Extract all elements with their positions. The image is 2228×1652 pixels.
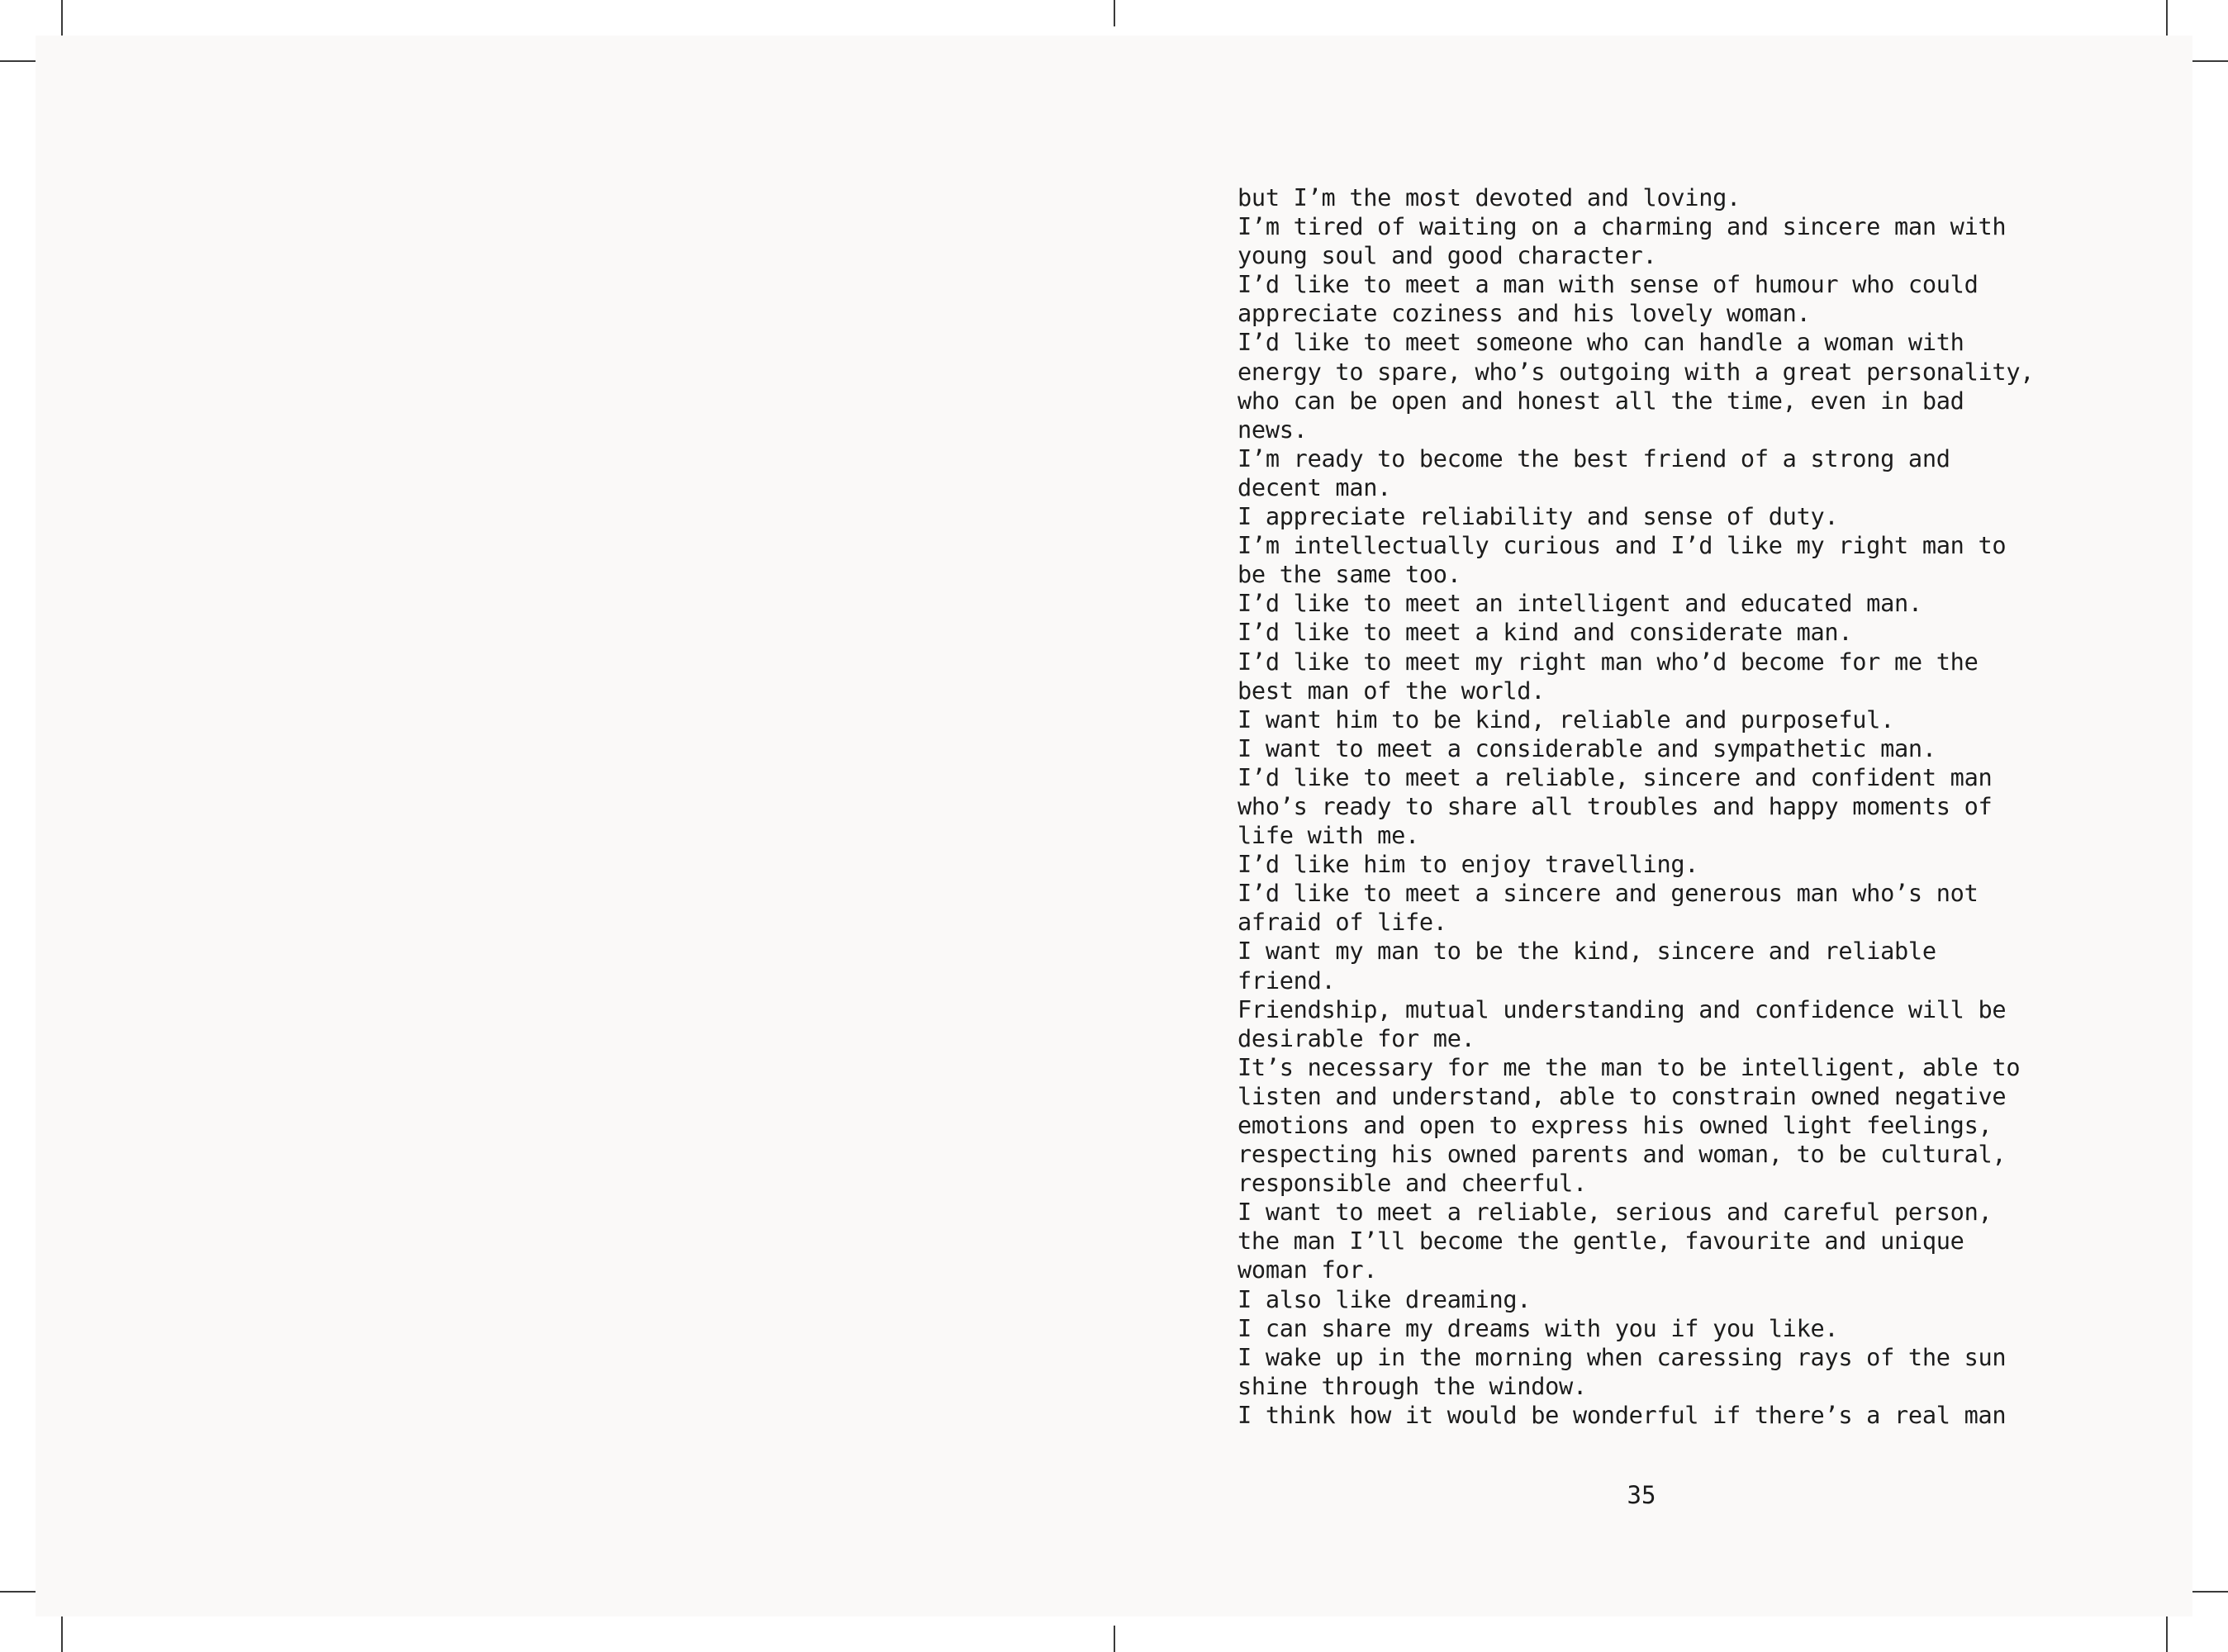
text-line: I’m ready to become the best friend of a strong and (1238, 444, 1950, 472)
text-line: Friendship, mutual understanding and confidence will be (1238, 995, 2007, 1023)
text-line: life with me. (1238, 821, 1419, 850)
text-line: emotions and open to express his owned light feelings, (1238, 1111, 1993, 1139)
text-line: I’d like to meet a reliable, sincere and confident man (1238, 762, 1993, 791)
text-line: I appreciate reliability and sense of duty. (1238, 502, 1839, 531)
text-line: the man I’ll become the gentle, favourite and unique (1238, 1227, 1964, 1256)
text-line: afraid of life. (1238, 908, 1447, 937)
text-line: woman for. (1238, 1256, 1378, 1284)
text-line: energy to spare, who’s outgoing with a great personality, (1238, 357, 2035, 386)
text-line: decent man. (1238, 472, 1392, 501)
text-line: shine through the window. (1238, 1371, 1587, 1400)
text-line: desirable for me. (1238, 1023, 1475, 1052)
text-line: respecting his owned parents and woman, to be cultural, (1238, 1140, 2007, 1169)
text-line: I’d like to meet a sincere and generous man who’s not (1238, 879, 1979, 908)
text-line: listen and understand, able to constrain owned negative (1238, 1081, 2007, 1110)
text-line: It’s necessary for me the man to be intelligent, able to (1238, 1052, 2021, 1081)
text-line: appreciate coziness and his lovely woman. (1238, 299, 1811, 328)
text-line: who can be open and honest all the time, even in bad (1238, 386, 1964, 415)
text-line: I think how it would be wonderful if there’s a real man (1238, 1400, 2007, 1429)
text-line: friend. (1238, 966, 1336, 995)
text-line: I’d like to meet a kind and considerate man. (1238, 618, 1853, 647)
text-line: I’d like to meet someone who can handle a woman with (1238, 328, 1964, 357)
text-line: I want to meet a reliable, serious and careful person, (1238, 1198, 1993, 1227)
text-line: I also like dreaming. (1238, 1284, 1532, 1313)
text-line: I can share my dreams with you if you like. (1238, 1313, 1839, 1342)
text-line: I’d like to meet an intelligent and educated man. (1238, 589, 1922, 618)
text-line: I’d like him to enjoy travelling. (1238, 850, 1699, 879)
text-line: best man of the world. (1238, 676, 1546, 705)
crop-mark-top-center (1114, 0, 1115, 26)
crop-mark-bottom-center (1114, 1626, 1115, 1652)
page-number: 35 (1627, 1481, 1656, 1509)
text-line: who’s ready to share all troubles and happy moments of (1238, 791, 1993, 820)
text-line: I’m intellectually curious and I’d like my right man to (1238, 531, 2007, 560)
text-line: I’m tired of waiting on a charming and sincere man with (1238, 212, 2007, 241)
text-line: young soul and good character. (1238, 241, 1657, 270)
text-line: responsible and cheerful. (1238, 1169, 1587, 1198)
text-line: but I’m the most devoted and loving. (1238, 183, 1741, 211)
text-line: be the same too. (1238, 560, 1461, 589)
text-line: I’d like to meet a man with sense of humour who could (1238, 270, 1979, 299)
text-line: news. (1238, 415, 1308, 444)
page-body-text (1238, 183, 2064, 1430)
text-line: I wake up in the morning when caressing rays of the sun (1238, 1342, 2007, 1371)
text-line: I’d like to meet my right man who’d become for me the (1238, 647, 1979, 676)
text-line: I want him to be kind, reliable and purposeful. (1238, 705, 1895, 733)
text-line: I want my man to be the kind, sincere and reliable (1238, 937, 1936, 966)
text-line: I want to meet a considerable and sympathetic man. (1238, 733, 1936, 762)
